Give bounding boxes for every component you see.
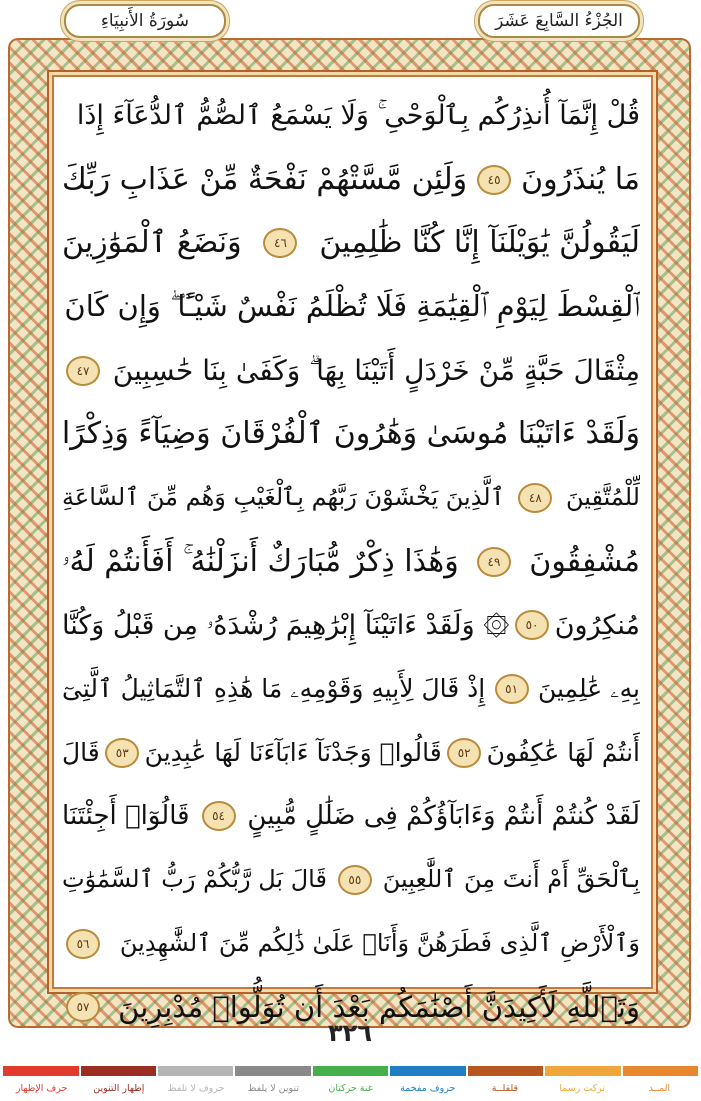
ayah-number-marker: ٤٨ <box>518 483 552 513</box>
verse-text: أَنتُمْ لَهَا عَٰكِفُونَ <box>486 737 640 767</box>
ayah-number-marker: ٤٩ <box>477 547 511 577</box>
verse-line <box>62 275 640 339</box>
verse-text: إِذْ قَالَ لِأَبِيهِ وَقَوْمِهِۦ مَا هَٰذِهِ ٱلتَّمَاثِيلُ ٱلَّتِىٓ <box>62 674 486 704</box>
verse-line <box>62 912 640 976</box>
legend-color-swatch <box>468 1066 543 1076</box>
ayah-number-marker: ٥٦ <box>66 929 100 959</box>
verse-text: قَالَ بَل رَّبُّكُمْ رَبُّ ٱلسَّمَٰوَٰتِ <box>62 865 327 894</box>
verse-lines <box>62 84 640 1039</box>
legend-color-swatch <box>545 1066 620 1076</box>
verse-line <box>62 721 640 785</box>
legend-label: غنة حركتان <box>328 1083 373 1094</box>
verse-text: بِٱلْحَقِّ أَمْ أَنتَ مِنَ ٱللَّٰعِبِينَ <box>382 865 640 894</box>
verse-text: وَٱلْأَرْضِ ٱلَّذِى فَطَرَهُنَّ وَأَنَا۠ عَلَىٰ ذَٰلِكُم مِّنَ ٱلشَّٰهِدِينَ <box>119 928 640 957</box>
legend-label: حروف مفخمة <box>400 1083 456 1094</box>
legend-color-swatch <box>81 1066 156 1076</box>
verse-line <box>62 148 640 212</box>
verse-text: وَلَئِن مَّسَّتْهُمْ نَفْحَةٌ مِّنْ عَذَابِ رَبِّكَ <box>62 161 468 197</box>
verse-text: قُلْ إِنَّمَآ أُنذِرُكُم بِٱلْوَحْىِ ۚ وَلَا يَسْمَعُ ٱلصُّمُّ ٱلدُّعَآءَ إِذَا <box>76 100 640 131</box>
verse-text: لِّلْمُتَّقِينَ <box>565 483 640 512</box>
legend-label: إظهار التنوين <box>93 1083 145 1094</box>
verse-line <box>62 530 640 594</box>
ayah-number-marker: ٤٦ <box>263 228 297 258</box>
surah-name-plaque <box>64 4 226 38</box>
legend-label: المــد <box>648 1083 671 1094</box>
verse-text: لَقَدْ كُنتُمْ أَنتُمْ وَءَابَآؤُكُمْ فِى ضَلَٰلٍ مُّبِينٍ <box>247 800 640 831</box>
ayah-number-marker: ٥٠ <box>515 610 549 640</box>
verse-line <box>62 211 640 275</box>
verse-text: وَهَٰذَا ذِكْرٌ مُّبَارَكٌ أَنزَلْنَٰهُ ۚ أَفَأَنتُمْ لَهُۥ <box>62 543 459 579</box>
ayah-number-marker: ٥٤ <box>202 801 236 831</box>
verse-line <box>62 466 640 530</box>
verse-line <box>62 594 640 658</box>
verse-text: ٱلْقِسْطَ لِيَوْمِ ٱلْقِيَٰمَةِ فَلَا تُظْلَمُ نَفْسٌ شَيْـًٔا ۖ وَإِن كَانَ <box>64 289 640 324</box>
verse-line <box>62 785 640 849</box>
ayah-number-marker: ٥٥ <box>338 865 372 895</box>
verse-line <box>62 84 640 148</box>
verse-text: ۞ وَلَقَدْ ءَاتَيْنَآ إِبْرَٰهِيمَ رُشْدَهُۥ مِن قَبْلُ وَكُنَّا <box>62 609 510 641</box>
legend-color-swatch <box>623 1066 698 1076</box>
page-number: ٣٢٦ <box>328 1019 372 1047</box>
legend-label: تنوين لا يلفظ <box>247 1083 299 1094</box>
ayah-number-marker: ٥١ <box>495 674 529 704</box>
ayah-number-marker: ٥٧ <box>66 992 100 1022</box>
tajweed-legend-labels <box>3 1080 698 1098</box>
legend-label: قلقلــة <box>491 1083 519 1094</box>
surah-name: سُورَةُ الأَنبِيَاءِ <box>100 11 190 31</box>
juz-name-plaque <box>478 4 640 38</box>
ayah-number-marker: ٥٢ <box>447 738 481 768</box>
tajweed-legend-bars <box>3 1066 698 1076</box>
legend-color-swatch <box>3 1066 78 1076</box>
verse-text: مِثْقَالَ حَبَّةٍ مِّنْ خَرْدَلٍ أَتَيْنَا بِهَا ۗ وَكَفَىٰ بِنَا حَٰسِبِينَ <box>112 353 640 387</box>
ayah-number-marker: ٥٣ <box>105 738 139 768</box>
verse-line <box>62 402 640 466</box>
verse-line <box>62 848 640 912</box>
legend-color-swatch <box>390 1066 465 1076</box>
legend-label: حروف لا تلفظ <box>167 1083 225 1094</box>
verse-line <box>62 339 640 403</box>
verse-text: قَالُوٓا۟ أَجِئْتَنَا <box>62 800 190 831</box>
ayah-number-marker: ٤٧ <box>66 356 100 386</box>
ayah-number-marker: ٤٥ <box>477 165 511 195</box>
verse-text: مُنكِرُونَ <box>554 609 640 641</box>
verse-text: مَا يُنذَرُونَ <box>521 161 640 197</box>
verse-text: ٱلَّذِينَ يَخْشَوْنَ رَبَّهُم بِٱلْغَيْبِ وَهُم مِّنَ ٱلسَّاعَةِ <box>62 483 505 512</box>
verse-text: وَتَٱللَّهِ لَأَكِيدَنَّ أَصْنَٰمَكُم بَعْدَ أَن تُوَلُّوا۟ مُدْبِرِينَ <box>118 989 640 1024</box>
verse-text: لَيَقُولُنَّ يَٰوَيْلَنَآ إِنَّا كُنَّا ظَٰلِمِينَ <box>319 225 640 261</box>
legend-label: حرف الإظهار <box>15 1083 68 1094</box>
verse-text: قَالَ <box>62 737 100 767</box>
verse-text: مُشْفِقُونَ <box>529 543 640 579</box>
verse-text: بِهِۦ عَٰلِمِينَ <box>537 674 640 704</box>
juz-name: الجُزْءُ السَّابِعَ عَشَرَ <box>495 11 623 31</box>
verse-text: قَالُوا۟ وَجَدْنَآ ءَابَآءَنَا لَهَا عَٰبِدِينَ <box>144 737 442 767</box>
legend-color-swatch <box>235 1066 310 1076</box>
verse-text: وَنَضَعُ ٱلْمَوَٰزِينَ <box>62 225 242 261</box>
verse-line <box>62 657 640 721</box>
verse-text: وَلَقَدْ ءَاتَيْنَا مُوسَىٰ وَهَٰرُونَ ٱلْفُرْقَانَ وَضِيَآءً وَذِكْرًا <box>62 416 640 452</box>
legend-color-swatch <box>313 1066 388 1076</box>
legend-label: تركت رسما <box>559 1083 606 1094</box>
legend-color-swatch <box>158 1066 233 1076</box>
